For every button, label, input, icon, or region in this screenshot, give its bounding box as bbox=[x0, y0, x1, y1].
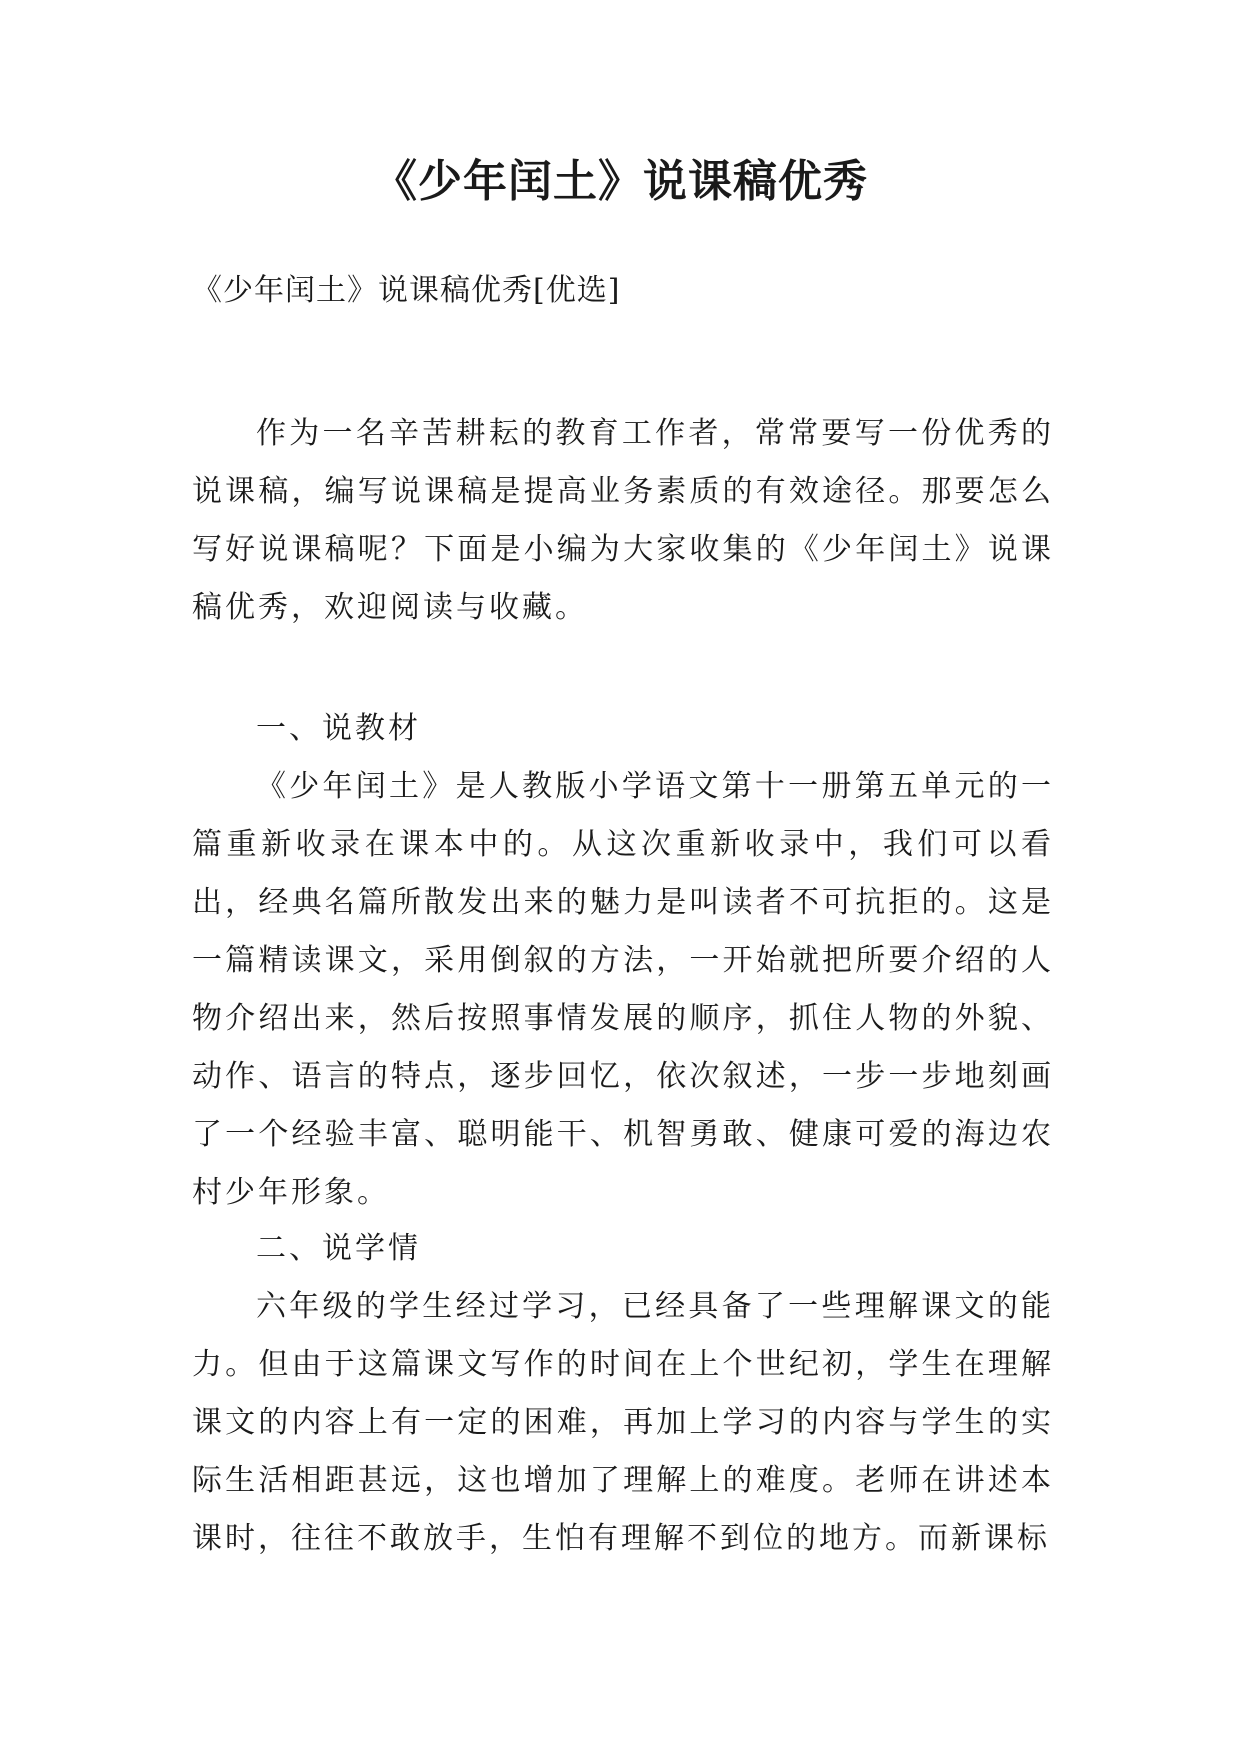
document-subtitle: 《少年闰土》说课稿优秀[优选] bbox=[192, 273, 621, 308]
section-heading-students: 二、说学情 bbox=[256, 1231, 421, 1266]
section-paragraph-students: 六年级的学生经过学习，已经具备了一些理解课文的能力。但由于这篇课文写作的时间在上个世纪初，学生在理解课文的内容上有一定的困难，再加上学习的内容与学生的实际生活相距甚远，这也增加了理解上的难度。老师在讲述本课时，往往不敢放手，生怕有理解不到位的地方。而新课标 bbox=[192, 1289, 1054, 1556]
intro-paragraph: 作为一名辛苦耕耘的教育工作者，常常要写一份优秀的说课稿，编写说课稿是提高业务素质的有效途径。那要怎么写好说课稿呢？下面是小编为大家收集的《少年闰土》说课稿优秀，欢迎阅读与收藏。 bbox=[192, 416, 1054, 625]
document-title: 《少年闰土》说课稿优秀 bbox=[373, 156, 868, 207]
section-heading-textbook: 一、说教材 bbox=[256, 711, 421, 746]
section-paragraph-textbook: 《少年闰土》是人教版小学语文第十一册第五单元的一篇重新收录在课本中的。从这次重新收录中，我们可以看出，经典名篇所散发出来的魅力是叫读者不可抗拒的。这是一篇精读课文，采用倒叙的方法，一开始就把所要介绍的人物介绍出来，然后按照事情发展的顺序，抓住人物的外貌、动作、语言的特点，逐步回忆，依次叙述，一步一步地刻画了一个经验丰富、聪明能干、机智勇敢、健康可爱的海边农村少年形象。 bbox=[192, 769, 1054, 1210]
